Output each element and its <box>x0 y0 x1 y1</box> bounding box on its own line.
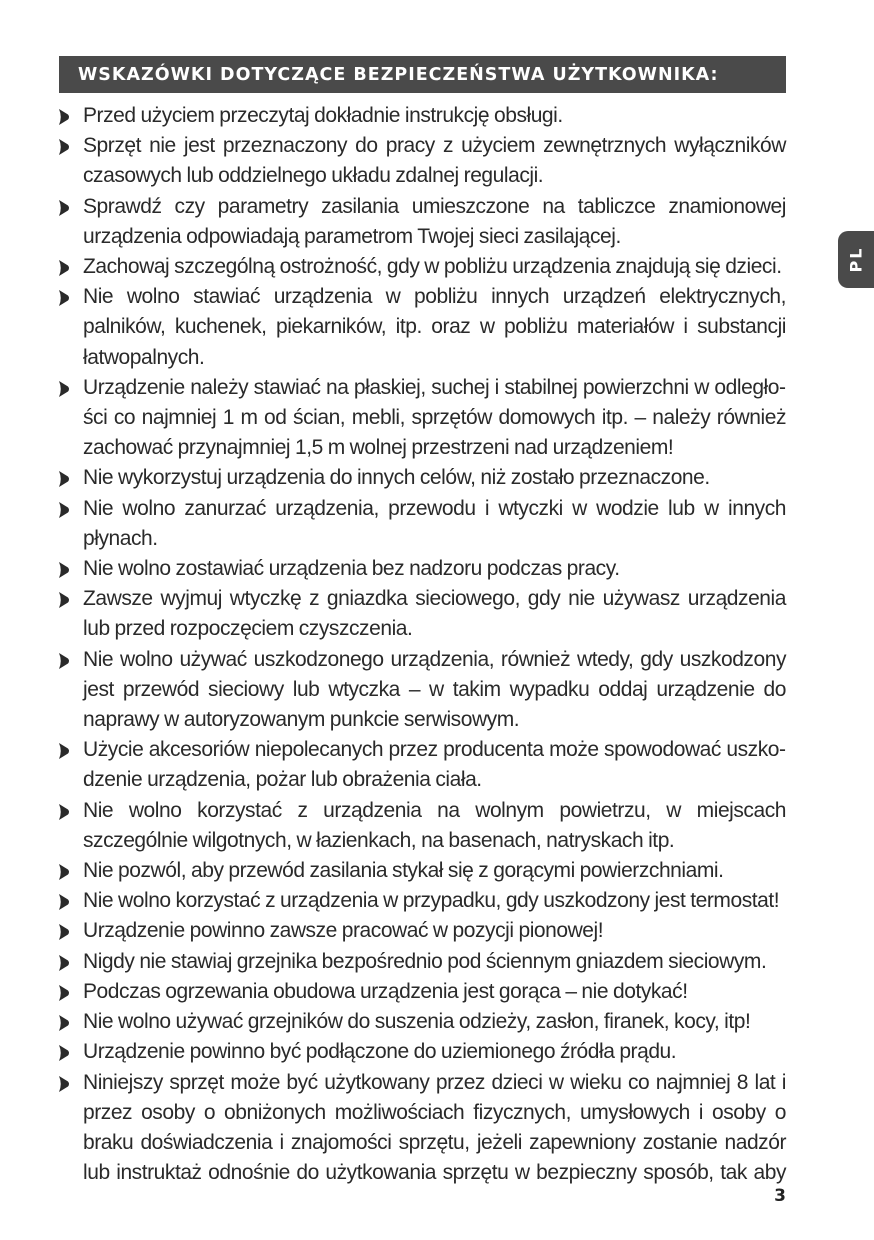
list-item <box>59 584 786 644</box>
list-item-text: Sprawdź czy parametry zasilania umieszczone na tabliczce znamionowej urządzenia odpowiadają parametrom Twojej sieci zasilającej. <box>83 194 786 248</box>
list-item <box>59 796 786 856</box>
bullet-arrow-icon <box>59 471 70 487</box>
bullet-arrow-icon <box>59 653 70 669</box>
bullet-arrow-icon <box>59 1045 70 1061</box>
list-item-text: Podczas ogrzewania obudowa urządzenia jest gorąca – nie dotykać! <box>83 979 688 1003</box>
list-item <box>59 886 786 916</box>
list-item-text: Użycie akcesoriów niepolecanych przez producenta może spowodować uszkodzenie urządzenia, pożar lub obrażenia ciała. <box>83 738 786 792</box>
bullet-arrow-icon <box>59 743 70 759</box>
list-item-text: Nie wolno zostawiać urządzenia bez nadzoru podczas pracy. <box>83 557 620 581</box>
bullet-arrow-icon <box>59 562 70 578</box>
section-title: WSKAZÓWKI DOTYCZĄCE BEZPIECZEŃSTWA UŻYTKOWNIKA: <box>78 64 719 85</box>
safety-instructions-list <box>59 101 786 1188</box>
list-item-text: Nie wolno używać uszkodzonego urządzenia, również wtedy, gdy uszkodzony jest przewód sieciowy lub wtyczka – w takim wypadku oddaj urządzenie do naprawy w autoryzowanym punkcie serwisowym. <box>83 647 786 732</box>
list-item <box>59 1007 786 1037</box>
list-item-text: Urządzenie powinno zawsze pracować w pozycji pionowej! <box>83 919 604 943</box>
list-item <box>59 554 786 584</box>
bullet-arrow-icon <box>59 1076 70 1092</box>
list-item-text: Nie wolno stawiać urządzenia w pobliżu innych urządzeń elektrycznych, palników, kuchenek, piekarników, itp. oraz w pobliżu materiałów i substancji łatwopalnych. <box>83 285 786 369</box>
list-item <box>59 373 786 464</box>
list-item <box>59 1037 786 1067</box>
bullet-arrow-icon <box>59 139 70 155</box>
list-item <box>59 916 786 946</box>
list-item-text: Przed użyciem przeczytaj dokładnie instrukcję obsługi. <box>83 104 563 127</box>
bullet-arrow-icon <box>59 381 70 397</box>
bullet-arrow-icon <box>59 290 70 306</box>
list-item <box>59 463 786 493</box>
language-tab-label: PL <box>846 246 866 273</box>
bullet-arrow-icon <box>59 260 70 276</box>
list-item <box>59 735 786 795</box>
list-item <box>59 131 786 191</box>
page-number: 3 <box>774 1186 786 1206</box>
list-item-text: Zachowaj szczególną ostrożność, gdy w pobliżu urządzenia znajdują się dzieci. <box>83 255 782 279</box>
list-item-text: Nigdy nie stawiaj grzejnika bezpośrednio pod ściennym gniazdem sieciowym. <box>83 949 767 973</box>
list-item <box>59 282 786 373</box>
list-item-text: Nie wolno korzystać z urządzenia na wolnym powietrzu, w miejscach szczególnie wilgotnych, w łazienkach, na basenach, natryskach itp. <box>83 798 786 852</box>
list-item <box>59 494 786 554</box>
bullet-arrow-icon <box>59 1015 70 1031</box>
bullet-arrow-icon <box>59 924 70 940</box>
list-item-text: Urządzenie powinno być podłączone do uziemionego źródła prądu. <box>83 1040 677 1064</box>
list-item <box>59 856 786 886</box>
section-header-bar <box>59 56 786 93</box>
list-item-text: Nie wolno korzystać z urządzenia w przypadku, gdy uszkodzony jest termostat! <box>83 889 780 913</box>
list-item <box>59 101 786 131</box>
bullet-arrow-icon <box>59 502 70 518</box>
list-item <box>59 192 786 252</box>
bullet-arrow-icon <box>59 200 70 216</box>
bullet-arrow-icon <box>59 592 70 608</box>
list-item-text: Urządzenie należy stawiać na płaskiej, suchej i stabilnej powierzchni w odległości co najmniej 1 m od ścian, mebli, sprzętów domowych itp. – należy również zachować przynajmniej 1,5 m wolnej przestrzeni nad urządzeniem! <box>83 375 786 460</box>
bullet-arrow-icon <box>59 804 70 820</box>
list-item <box>59 645 786 736</box>
bullet-arrow-icon <box>59 955 70 971</box>
bullet-arrow-icon <box>59 109 70 125</box>
list-item-text: Nie wolno używać grzejników do suszenia odzieży, zasłon, firanek, kocy, itp! <box>83 1010 751 1034</box>
list-item-text: Sprzęt nie jest przeznaczony do pracy z użyciem zewnętrznych wyłączników czasowych lub oddzielnego układu zdalnej regulacji. <box>83 134 786 188</box>
list-item-text: Niniejszy sprzęt może być użytkowany przez dzieci w wieku co najmniej 8 lat i przez osoby o obniżonych możliwościach fizycznych, umysłowych i osoby o braku doświadczenia i znajomości sprzętu, jeżeli zapewniony zostanie nadzór lub instruktaż odnośnie do użytkowania sprzętu w bezpieczny sposób, tak aby <box>83 1070 786 1185</box>
list-item <box>59 977 786 1007</box>
language-tab <box>838 231 874 288</box>
list-item-text: Zawsze wyjmuj wtyczkę z gniazdka sieciowego, gdy nie używasz urządzenia lub przed rozpoczęciem czyszczenia. <box>83 587 786 641</box>
list-item <box>59 1068 786 1189</box>
list-item <box>59 947 786 977</box>
bullet-arrow-icon <box>59 985 70 1001</box>
list-item <box>59 252 786 282</box>
list-item-text: Nie wykorzystuj urządzenia do innych celów, niż zostało przeznaczone. <box>83 466 710 490</box>
list-item-text: Nie pozwól, aby przewód zasilania stykał się z gorącymi powierzchniami. <box>83 859 724 883</box>
bullet-arrow-icon <box>59 894 70 910</box>
bullet-arrow-icon <box>59 864 70 880</box>
list-item-text: Nie wolno zanurzać urządzenia, przewodu i wtyczki w wodzie lub w innych płynach. <box>83 496 786 550</box>
